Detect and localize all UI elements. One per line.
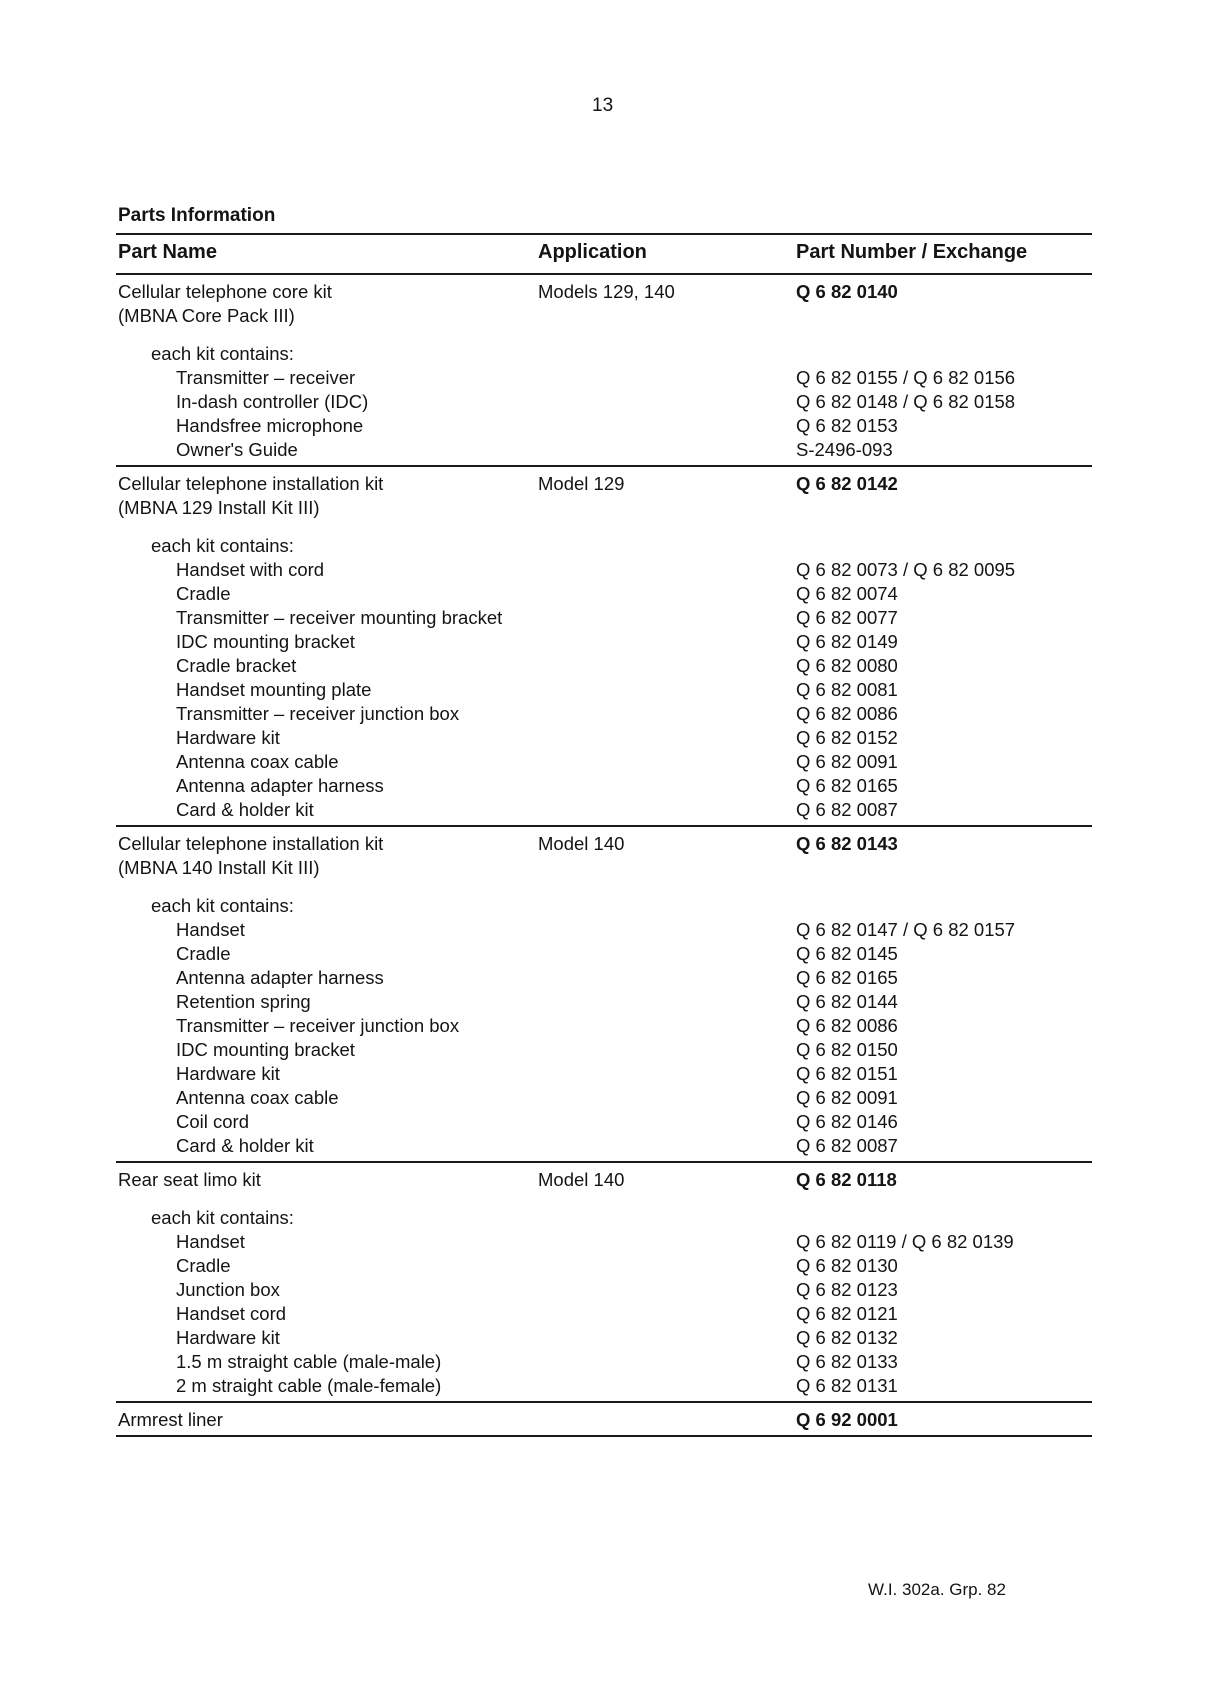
kit-item-row xyxy=(116,607,1092,631)
kit-group xyxy=(116,1163,1092,1403)
kit-item-row xyxy=(116,559,1092,583)
item-name: IDC mounting bracket xyxy=(176,1039,355,1060)
item-name: Cradle bracket xyxy=(176,655,297,676)
kit-part-number: Q 6 92 0001 xyxy=(796,1409,898,1430)
kit-item-row xyxy=(116,391,1092,415)
kit-application: Model 140 xyxy=(538,833,625,854)
table-line xyxy=(116,1409,1092,1433)
kit-item-row xyxy=(116,703,1092,727)
header-part-number: Part Number / Exchange xyxy=(796,241,1028,263)
kit-name: (MBNA 140 Install Kit III) xyxy=(118,857,320,878)
kit-contains-label: each kit contains: xyxy=(151,343,294,364)
table-line xyxy=(116,1207,1092,1231)
item-name: Cradle xyxy=(176,943,231,964)
item-part-number: Q 6 82 0091 xyxy=(796,751,898,772)
kit-application: Model 129 xyxy=(538,473,625,494)
item-part-number: Q 6 82 0150 xyxy=(796,1039,898,1060)
kit-item-row xyxy=(116,1015,1092,1039)
item-name: Transmitter – receiver junction box xyxy=(176,1015,460,1036)
header-part-name: Part Name xyxy=(118,241,217,263)
item-name: Card & holder kit xyxy=(176,1135,314,1156)
item-part-number: Q 6 82 0152 xyxy=(796,727,898,748)
item-part-number: Q 6 82 0151 xyxy=(796,1063,898,1084)
kit-part-number: Q 6 82 0142 xyxy=(796,473,898,494)
kit-part-number: Q 6 82 0140 xyxy=(796,281,898,302)
table-line xyxy=(116,1169,1092,1193)
kit-part-number: Q 6 82 0143 xyxy=(796,833,898,854)
item-part-number: Q 6 82 0080 xyxy=(796,655,898,676)
item-part-number: Q 6 82 0147 / Q 6 82 0157 xyxy=(796,919,1016,940)
item-name: Antenna adapter harness xyxy=(176,967,384,988)
kit-item-row xyxy=(116,1111,1092,1135)
item-part-number: Q 6 82 0086 xyxy=(796,703,898,724)
table-line xyxy=(116,473,1092,497)
table-line xyxy=(116,281,1092,305)
item-name: Transmitter – receiver xyxy=(176,367,356,388)
table-line xyxy=(116,833,1092,857)
item-part-number: Q 6 82 0131 xyxy=(796,1375,898,1396)
header-application: Application xyxy=(538,241,647,263)
item-part-number: Q 6 82 0132 xyxy=(796,1327,898,1348)
item-part-number: Q 6 82 0149 xyxy=(796,631,898,652)
item-part-number: Q 6 82 0091 xyxy=(796,1087,898,1108)
item-part-number: Q 6 82 0130 xyxy=(796,1255,898,1276)
kit-item-row xyxy=(116,1279,1092,1303)
item-name: 2 m straight cable (male-female) xyxy=(176,1375,442,1396)
kit-item-row xyxy=(116,919,1092,943)
kit-item-row xyxy=(116,727,1092,751)
table-line xyxy=(116,895,1092,919)
item-name: Owner's Guide xyxy=(176,439,298,460)
item-part-number: Q 6 82 0086 xyxy=(796,1015,898,1036)
item-name: In-dash controller (IDC) xyxy=(176,391,369,412)
kit-application: Models 129, 140 xyxy=(538,281,675,302)
kit-name: Cellular telephone core kit xyxy=(118,281,332,302)
footer-reference: W.I. 302a. Grp. 82 xyxy=(868,1580,1006,1599)
item-name: Hardware kit xyxy=(176,727,280,748)
item-part-number: Q 6 82 0145 xyxy=(796,943,898,964)
kit-item-row xyxy=(116,775,1092,799)
item-name: Hardware kit xyxy=(176,1327,280,1348)
item-name: Handset with cord xyxy=(176,559,325,580)
item-name: Handset xyxy=(176,1231,245,1252)
kit-item-row xyxy=(116,583,1092,607)
kit-item-row xyxy=(116,415,1092,439)
item-name: Transmitter – receiver mounting bracket xyxy=(176,607,503,628)
kit-item-row xyxy=(116,1375,1092,1399)
kit-item-row xyxy=(116,1303,1092,1327)
kit-item-row xyxy=(116,1135,1092,1159)
table-line xyxy=(116,535,1092,559)
item-part-number: Q 6 82 0146 xyxy=(796,1111,898,1132)
table-header xyxy=(116,233,1092,275)
kit-name: Cellular telephone installation kit xyxy=(118,833,384,854)
page-number: 13 xyxy=(592,95,614,116)
kit-item-row xyxy=(116,655,1092,679)
kit-item-row xyxy=(116,943,1092,967)
kit-item-row xyxy=(116,1087,1092,1111)
kit-name: Rear seat limo kit xyxy=(118,1169,261,1190)
item-name: Cradle xyxy=(176,1255,231,1276)
parts-table xyxy=(116,233,1092,1437)
kit-item-row xyxy=(116,1039,1092,1063)
kit-group xyxy=(116,827,1092,1163)
kit-item-row xyxy=(116,1255,1092,1279)
item-name: Handset xyxy=(176,919,245,940)
kit-contains-label: each kit contains: xyxy=(151,535,294,556)
item-part-number: Q 6 82 0144 xyxy=(796,991,898,1012)
item-part-number: Q 6 82 0133 xyxy=(796,1351,898,1372)
item-part-number: S-2496-093 xyxy=(796,439,893,460)
table-line xyxy=(116,497,1092,521)
item-name: Coil cord xyxy=(176,1111,249,1132)
item-name: Junction box xyxy=(176,1279,280,1300)
kit-group xyxy=(116,467,1092,827)
table-line xyxy=(116,857,1092,881)
item-part-number: Q 6 82 0087 xyxy=(796,1135,898,1156)
item-name: Handset mounting plate xyxy=(176,679,372,700)
item-part-number: Q 6 82 0148 / Q 6 82 0158 xyxy=(796,391,1016,412)
item-name: Antenna adapter harness xyxy=(176,775,384,796)
kit-name: Armrest liner xyxy=(118,1409,223,1430)
kit-item-row xyxy=(116,991,1092,1015)
kit-item-row xyxy=(116,631,1092,655)
item-part-number: Q 6 82 0073 / Q 6 82 0095 xyxy=(796,559,1016,580)
kit-item-row xyxy=(116,751,1092,775)
item-part-number: Q 6 82 0165 xyxy=(796,775,898,796)
item-name: Handset cord xyxy=(176,1303,287,1324)
kit-part-number: Q 6 82 0118 xyxy=(796,1169,897,1190)
kit-item-row xyxy=(116,1231,1092,1255)
item-name: Antenna coax cable xyxy=(176,751,339,772)
item-part-number: Q 6 82 0153 xyxy=(796,415,898,436)
item-part-number: Q 6 82 0081 xyxy=(796,679,898,700)
kit-name: (MBNA Core Pack III) xyxy=(118,305,295,326)
kit-item-row xyxy=(116,367,1092,391)
table-line xyxy=(116,305,1092,329)
kit-item-row xyxy=(116,1327,1092,1351)
kit-contains-label: each kit contains: xyxy=(151,1207,294,1228)
item-part-number: Q 6 82 0077 xyxy=(796,607,898,628)
item-part-number: Q 6 82 0165 xyxy=(796,967,898,988)
item-name: 1.5 m straight cable (male-male) xyxy=(176,1351,442,1372)
item-part-number: Q 6 82 0155 / Q 6 82 0156 xyxy=(796,367,1016,388)
kit-item-row xyxy=(116,1063,1092,1087)
kit-contains-label: each kit contains: xyxy=(151,895,294,916)
kit-item-row xyxy=(116,1351,1092,1375)
kit-item-row xyxy=(116,439,1092,463)
kit-group xyxy=(116,275,1092,467)
item-name: Retention spring xyxy=(176,991,311,1012)
kit-name: Cellular telephone installation kit xyxy=(118,473,384,494)
table-line xyxy=(116,343,1092,367)
item-name: Antenna coax cable xyxy=(176,1087,339,1108)
item-name: Hardware kit xyxy=(176,1063,280,1084)
item-part-number: Q 6 82 0087 xyxy=(796,799,898,820)
item-part-number: Q 6 82 0121 xyxy=(796,1303,898,1324)
item-part-number: Q 6 82 0123 xyxy=(796,1279,898,1300)
kit-group xyxy=(116,1403,1092,1437)
kit-item-row xyxy=(116,799,1092,823)
item-name: Handsfree microphone xyxy=(176,415,364,436)
item-name: Cradle xyxy=(176,583,231,604)
item-name: Transmitter – receiver junction box xyxy=(176,703,460,724)
item-part-number: Q 6 82 0074 xyxy=(796,583,898,604)
item-name: IDC mounting bracket xyxy=(176,631,355,652)
kit-name: (MBNA 129 Install Kit III) xyxy=(118,497,320,518)
kit-application: Model 140 xyxy=(538,1169,625,1190)
item-part-number: Q 6 82 0119 / Q 6 82 0139 xyxy=(796,1231,1014,1252)
kit-item-row xyxy=(116,967,1092,991)
section-title: Parts Information xyxy=(118,205,276,226)
item-name: Card & holder kit xyxy=(176,799,314,820)
kit-item-row xyxy=(116,679,1092,703)
